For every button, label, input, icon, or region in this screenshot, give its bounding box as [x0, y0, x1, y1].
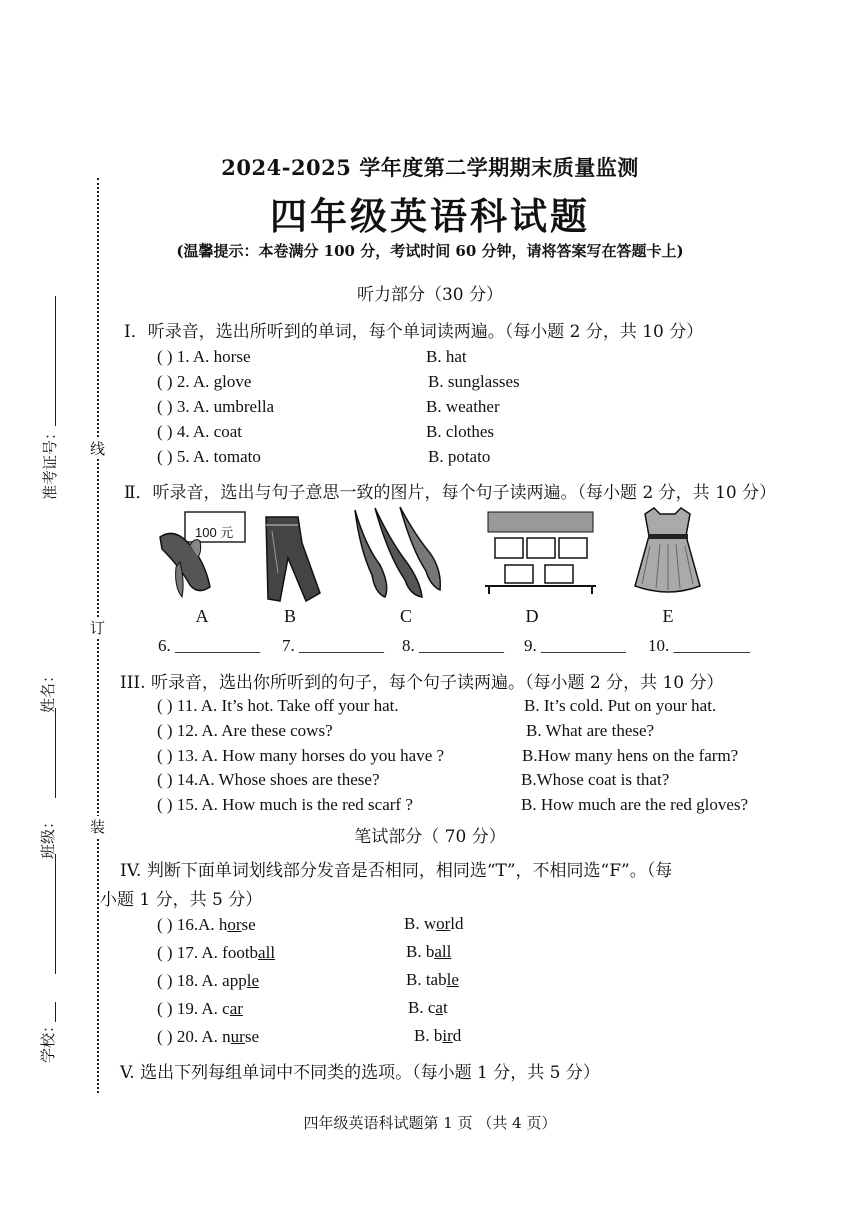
question-17-b: B. ball	[406, 942, 452, 961]
writing-part-title: 笔试部分（ 70 分）	[354, 827, 506, 847]
name-label: 姓名：	[39, 667, 58, 714]
question-17-a: ( ) 17. A. football	[157, 943, 276, 962]
socks-icon	[350, 505, 445, 600]
picture-label-e: E	[662, 606, 674, 626]
question-1-a: ( ) 1. A. horse	[157, 347, 251, 366]
exam-subject-title: 四年级英语科试题	[270, 194, 590, 238]
section2-heading: Ⅱ．听录音，选出与句子意思一致的图片，每个句子读两遍。（每小题 2 分，共 10 分）	[124, 483, 777, 503]
question-11-b: B. It’s cold. Put on your hat.	[524, 696, 717, 715]
question-14-b: B.Whose coat is that?	[521, 770, 670, 789]
question-16-a: ( ) 16.A. horse	[157, 915, 256, 934]
picture-label-d: D	[525, 606, 539, 626]
question-12-b: B. What are these?	[526, 721, 655, 740]
question-4-b: B. clothes	[426, 422, 494, 441]
answer-blank-7[interactable]: 7. __________	[282, 636, 384, 655]
question-20-a: ( ) 20. A. nurse	[157, 1027, 260, 1046]
class-line	[55, 854, 56, 974]
question-19-a: ( ) 19. A. car	[157, 999, 243, 1018]
question-18-b: B. table	[406, 970, 459, 989]
section1-heading: Ⅰ．听录音，选出所听到的单词，每个单词读两遍。（每小题 2 分，共 10 分）	[124, 322, 704, 342]
binding-mark-line: 线	[90, 440, 106, 458]
question-5-a: ( ) 5. A. tomato	[157, 447, 261, 466]
name-line	[55, 708, 56, 798]
listening-part-title: 听力部分（30 分）	[356, 285, 504, 305]
page-footer: 四年级英语科试题第 1 页 （共 4 页）	[303, 1114, 557, 1132]
question-3-b: B. weather	[426, 397, 500, 416]
dress-icon	[630, 506, 705, 596]
question-16-b: B. world	[404, 914, 464, 933]
answer-blank-6[interactable]: 6. __________	[158, 636, 260, 655]
question-15-b: B. How much are the red gloves?	[521, 795, 749, 814]
answer-blank-8[interactable]: 8. __________	[402, 636, 504, 655]
exam-note: (温馨提示：本卷满分 100 分，考试时间 60 分钟，请将答案写在答题卡上)	[176, 242, 684, 260]
answer-blank-9[interactable]: 9. __________	[524, 636, 626, 655]
picture-label-b: B	[283, 606, 296, 626]
computers-on-desks-icon	[483, 510, 598, 595]
question-14-a: ( ) 14.A. Whose shoes are these?	[157, 770, 380, 789]
section4-heading-line1: IV. 判断下面单词划线部分发音是否相同，相同选“T”，不相同选“F”。（每	[120, 861, 673, 881]
exam-term-title: 2024-2025 学年度第二学期期末质量监测	[221, 155, 639, 180]
question-19-b: B. cat	[408, 998, 448, 1017]
question-12-a: ( ) 12. A. Are these cows?	[157, 721, 333, 740]
section4-heading-line2: 小题 1 分，共 5 分）	[100, 890, 263, 910]
section5-heading: V. 选出下列每组单词中不同类的选项。（每小题 1 分，共 5 分）	[120, 1063, 600, 1083]
question-11-a: ( ) 11. A. It’s hot. Take off your hat.	[157, 696, 399, 715]
question-13-a: ( ) 13. A. How many horses do you have ?	[157, 746, 445, 765]
question-4-a: ( ) 4. A. coat	[157, 422, 242, 441]
picture-label-a: A	[195, 606, 209, 626]
question-5-b: B. potato	[428, 447, 491, 466]
answer-blank-10[interactable]: 10. _________	[648, 636, 750, 655]
question-13-b: B.How many hens on the farm?	[522, 746, 739, 765]
question-15-a: ( ) 15. A. How much is the red scarf ?	[157, 795, 413, 814]
question-2-a: ( ) 2. A. glove	[157, 372, 252, 391]
price-tag-label: 100 元	[195, 525, 234, 540]
exam-number-label: 准考证号：	[41, 424, 60, 501]
question-18-a: ( ) 18. A. apple	[157, 971, 259, 990]
question-20-b: B. bird	[414, 1026, 462, 1045]
trousers-icon	[258, 513, 328, 603]
binding-mark-install: 装	[90, 818, 106, 836]
binding-mark-order: 订	[90, 619, 106, 637]
question-1-b: B. hat	[426, 347, 467, 366]
class-label: 班级：	[39, 813, 58, 860]
exam-number-line	[55, 296, 56, 426]
picture-label-c: C	[399, 606, 412, 626]
school-label: 学校：	[39, 1017, 58, 1064]
question-2-b: B. sunglasses	[428, 372, 520, 391]
section3-heading: III. 听录音，选出你所听到的句子，每个句子读两遍。（每小题 2 分，共 10 分）	[120, 673, 724, 693]
question-3-a: ( ) 3. A. umbrella	[157, 397, 275, 416]
